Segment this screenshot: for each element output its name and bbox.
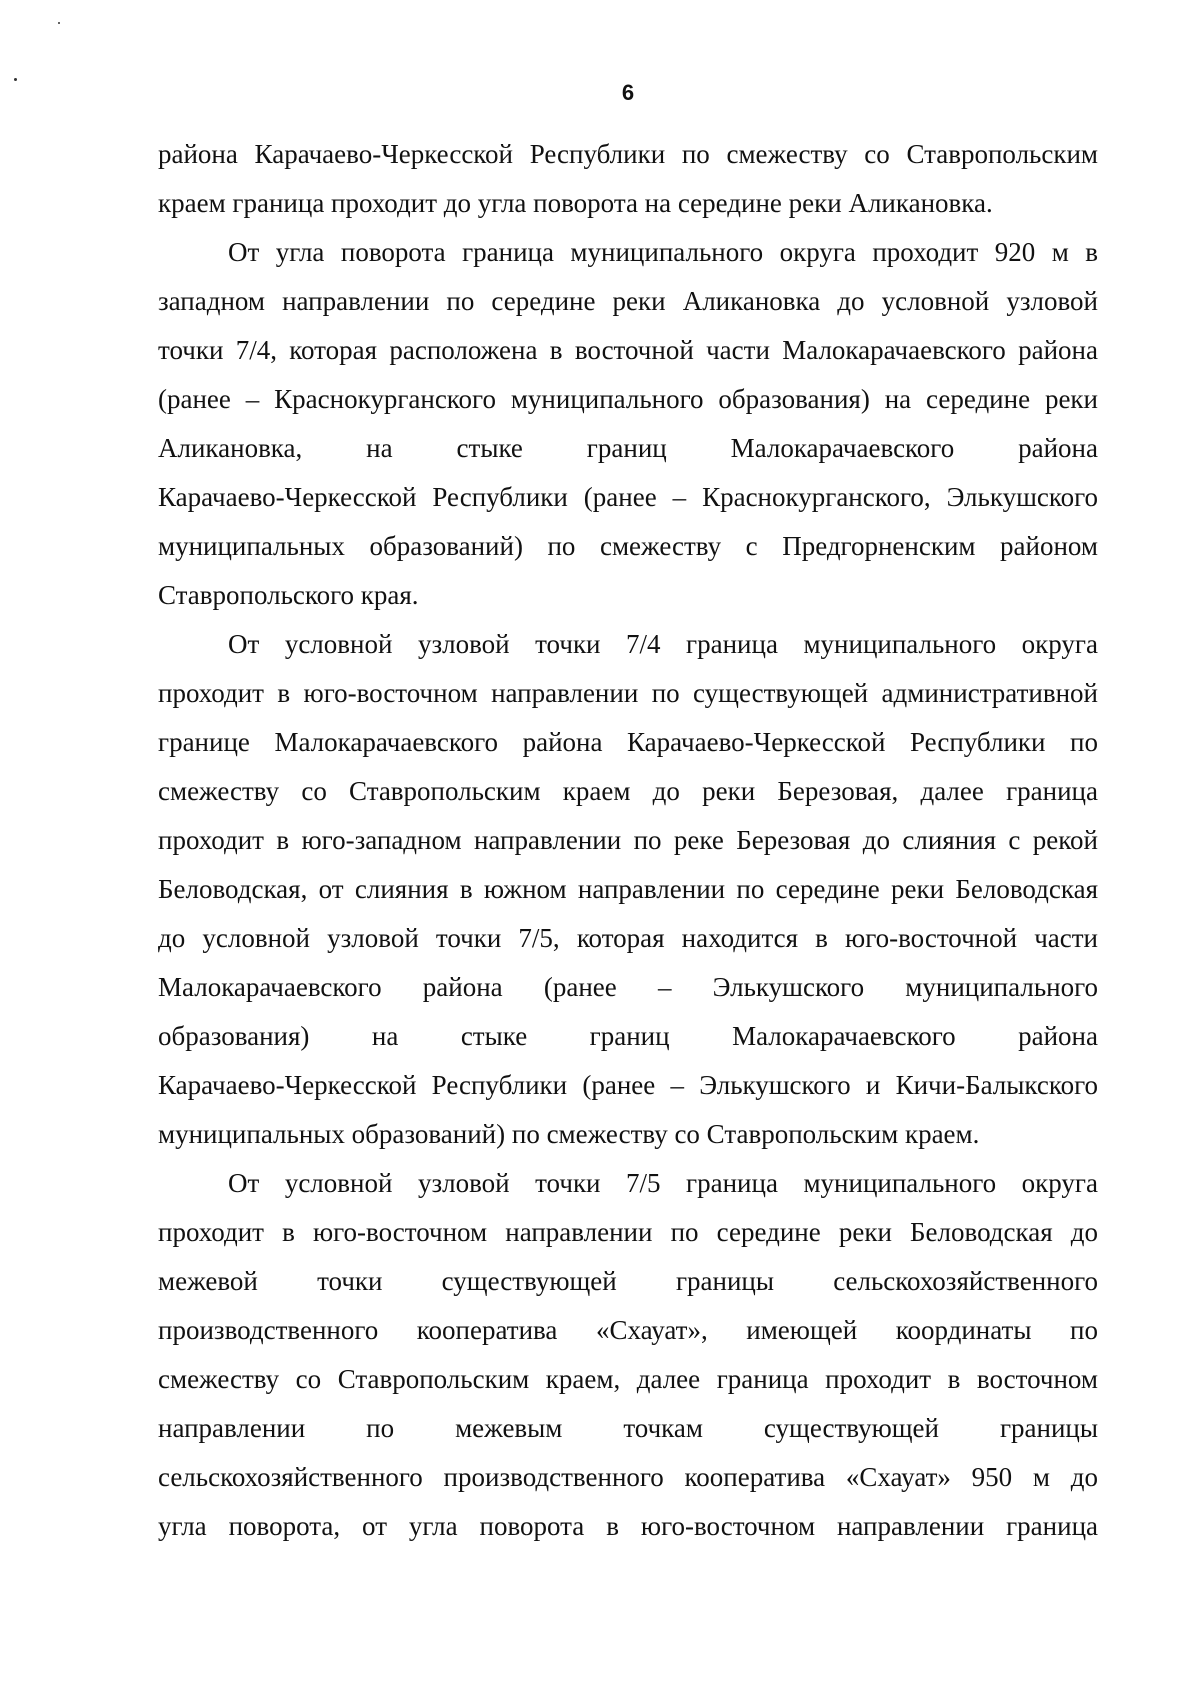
text-line: краем граница проходит до угла поворота на середине реки Аликановка. [158, 188, 993, 218]
text-line: угла поворота, от угла поворота в юго-восточном направлении граница [158, 1511, 1098, 1541]
text-line: (ранее – Краснокурганского муниципального образования) на середине реки [158, 384, 1098, 414]
page-number: 6 [621, 80, 635, 105]
text-line: направлении по межевым точкам существующей границы [158, 1413, 1098, 1443]
text-line: смежеству со Ставропольским краем, далее граница проходит в восточном [158, 1364, 1098, 1394]
text-line: точки 7/4, которая расположена в восточной части Малокарачаевского района [158, 335, 1098, 365]
text-line: От условной узловой точки 7/5 граница муниципального округа [228, 1168, 1098, 1198]
text-line: западном направлении по середине реки Аликановка до условной узловой [158, 286, 1098, 316]
text-line: Малокарачаевского района (ранее – Элькушского муниципального [158, 972, 1098, 1002]
text-line: проходит в юго-западном направлении по реке Березовая до слияния с рекой [158, 825, 1098, 855]
text-line: муниципальных образований) по смежеству со Ставропольским краем. [158, 1119, 980, 1149]
text-line: Карачаево-Черкесской Республики (ранее – Элькушского и Кичи-Балыкского [158, 1070, 1098, 1100]
text-line: От условной узловой точки 7/4 граница муниципального округа [228, 629, 1098, 659]
text-line: Аликановка, на стыке границ Малокарачаевского района [158, 433, 1098, 463]
text-line: до условной узловой точки 7/5, которая находится в юго-восточной части [158, 923, 1098, 953]
text-line: производственного кооператива «Схауат», имеющей координаты по [158, 1315, 1098, 1345]
text-line: Беловодская, от слияния в южном направлении по середине реки Беловодская [158, 874, 1098, 904]
text-line: проходит в юго-восточном направлении по существующей административной [158, 678, 1098, 708]
text-line: От угла поворота граница муниципального округа проходит 920 м в [228, 237, 1098, 267]
text-line: границе Малокарачаевского района Карачаево-Черкесской Республики по [158, 727, 1098, 757]
text-line: межевой точки существующей границы сельскохозяйственного [158, 1266, 1098, 1296]
text-line: проходит в юго-восточном направлении по середине реки Беловодская до [158, 1217, 1098, 1247]
text-line: сельскохозяйственного производственного кооператива «Схауат» 950 м до [158, 1462, 1098, 1492]
document-body [158, 130, 1098, 1551]
text-line: муниципальных образований) по смежеству с Предгорненским районом [158, 531, 1098, 561]
text-line: Ставропольского края. [158, 580, 419, 610]
text-line: района Карачаево-Черкесской Республики по смежеству со Ставропольским [158, 139, 1098, 169]
text-line: образования) на стыке границ Малокарачаевского района [158, 1021, 1098, 1051]
text-line: смежеству со Ставропольским краем до реки Березовая, далее граница [158, 776, 1098, 806]
scan-speck [58, 22, 60, 24]
text-line: Карачаево-Черкесской Республики (ранее – Краснокурганского, Элькушского [158, 482, 1098, 512]
